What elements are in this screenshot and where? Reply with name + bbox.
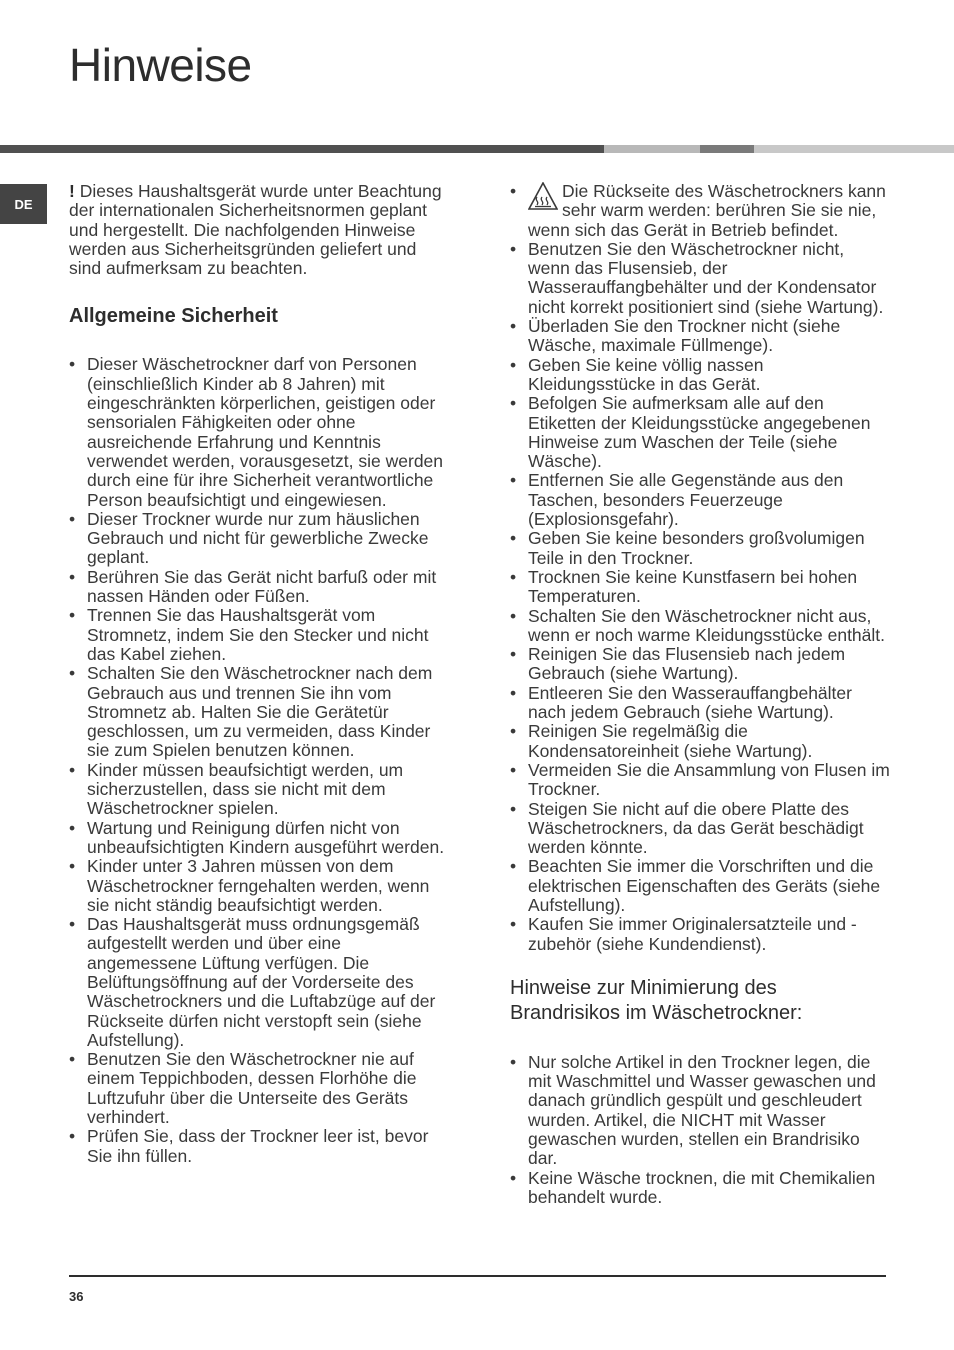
list-item: • Dieser Wäschetrockner darf von Personen (einschließlich Kinder ab 8 Jahren) mit eingeschränkten körperlichen, geistigen oder sensorialen Fähigkeiten oder ohne ausreichende Erfahrung und Kenntnis verwendet werden, vorausgesetzt, sie werden durch eine für ihre Sicherheit verantwortliche Person beaufsichtigt und eingewiesen.: [69, 355, 449, 509]
language-tab: DE: [0, 184, 47, 224]
list-item: • Kinder müssen beaufsichtigt werden, um sicherzustellen, dass sie nicht mit dem Wäschetrockner spielen.: [69, 761, 449, 819]
hot-surface-text: Die Rückseite des Wäschetrockners kann sehr warm werden: berühren Sie sie nie, wenn sich das Gerät in Betrieb befindet.: [528, 181, 886, 240]
section-heading-fire-risk: Hinweise zur Minimierung des Brandrisikos im Wäschetrockner:: [510, 976, 803, 1024]
header-bar: [0, 145, 604, 153]
list-item: • Reinigen Sie regelmäßig die Kondensatoreinheit (siehe Wartung).: [510, 722, 890, 761]
list-item: • Beachten Sie immer die Vorschriften und die elektrischen Eigenschaften des Geräts (siehe Aufstellung).: [510, 857, 890, 915]
list-item: • Kaufen Sie immer Originalersatzteile und -zubehör (siehe Kundendienst).: [510, 915, 890, 954]
page-number: 36: [69, 1289, 84, 1304]
list-item: • Wartung und Reinigung dürfen nicht von unbeaufsichtigten Kindern ausgeführt werden.: [69, 819, 449, 858]
list-item: • Entleeren Sie den Wasserauffangbehälter nach jedem Gebrauch (siehe Wartung).: [510, 684, 890, 723]
list-item: • Reinigen Sie das Flusensieb nach jedem Gebrauch (siehe Wartung).: [510, 645, 890, 684]
intro-text: Dieses Haushaltsgerät wurde unter Beachtung der internationalen Sicherheitsnormen geplant und hergestellt. Die nachfolgenden Hinweise werden aus Sicherheitsgründen geliefert und sind aufmerksam zu beachten.: [69, 181, 442, 279]
right-column: [510, 182, 890, 1207]
header-bar-segment: [754, 145, 954, 153]
list-item: • Schalten Sie den Wäschetrockner nicht aus, wenn er noch warme Kleidungsstücke enthält.: [510, 607, 890, 646]
intro-paragraph: [69, 182, 449, 278]
left-column: [69, 182, 449, 1166]
general-safety-list: [69, 355, 449, 1165]
list-item: • Nur solche Artikel in den Trockner legen, die mit Waschmittel und Wasser gewaschen und danach gründlich gespült und geschleudert wurden. Artikel, die NICHT mit Wasser gewaschen wurden, stellen ein Brandrisiko dar.: [510, 1053, 890, 1169]
list-item: • Trocknen Sie keine Kunstfasern bei hohen Temperaturen.: [510, 568, 890, 607]
page-title: Hinweise: [69, 39, 252, 91]
list-item: • Steigen Sie nicht auf die obere Platte des Wäschetrockners, da das Gerät beschädigt werden könnte.: [510, 800, 890, 858]
list-item: • Überladen Sie den Trockner nicht (siehe Wäsche, maximale Füllmenge).: [510, 317, 890, 356]
list-item: • Das Haushaltsgerät muss ordnungsgemäß aufgestellt werden und über eine angemessene Lüftung verfügen. Die Belüftungsöffnung auf der Vorderseite des Wäschetrockners und die Luftabzüge auf der Rückseite dürfen nicht verstopft sein (siehe Aufstellung).: [69, 915, 449, 1050]
list-item: • Befolgen Sie aufmerksam alle auf den Etiketten der Kleidungsstücke angegebenen Hinweise zum Waschen der Teile (siehe Wäsche).: [510, 394, 890, 471]
hot-surface-warning-icon: [528, 182, 558, 210]
warning-mark: !: [69, 181, 75, 201]
list-item-hot-surface: [510, 182, 890, 240]
list-item: • Schalten Sie den Wäschetrockner nach dem Gebrauch aus und trennen Sie ihn vom Stromnetz ab. Halten Sie die Gerätetür geschlossen, um zu vermeiden, dass Kinder sie zum Spielen benutzen können.: [69, 664, 449, 760]
section-heading-general-safety: Allgemeine Sicherheit: [69, 305, 278, 328]
list-item: • Berühren Sie das Gerät nicht barfuß oder mit nassen Händen oder Füßen.: [69, 568, 449, 607]
list-item: • Geben Sie keine besonders großvolumigen Teile in den Trockner.: [510, 529, 890, 568]
list-item: • Geben Sie keine völlig nassen Kleidungsstücke in das Gerät.: [510, 356, 890, 395]
footer-divider: [69, 1275, 886, 1277]
header-bar-segment: [700, 145, 754, 153]
right-safety-list: [510, 182, 890, 954]
list-item: • Benutzen Sie den Wäschetrockner nie auf einem Teppichboden, dessen Florhöhe die Luftzufuhr über die Unterseite des Geräts verhindert.: [69, 1050, 449, 1127]
fire-risk-list: [510, 1053, 890, 1207]
list-item: • Prüfen Sie, dass der Trockner leer ist, bevor Sie ihn füllen.: [69, 1127, 449, 1166]
list-item: • Vermeiden Sie die Ansammlung von Flusen im Trockner.: [510, 761, 890, 800]
list-item: • Benutzen Sie den Wäschetrockner nicht, wenn das Flusensieb, der Wasserauffangbehälter und der Kondensator nicht korrekt positioniert sind (siehe Wartung).: [510, 240, 890, 317]
list-item: • Entfernen Sie alle Gegenstände aus den Taschen, besonders Feuerzeuge (Explosionsgefahr).: [510, 471, 890, 529]
header-bar-segment: [604, 145, 700, 153]
list-item: • Kinder unter 3 Jahren müssen von dem Wäschetrockner ferngehalten werden, wenn sie nicht ständig beaufsichtigt werden.: [69, 857, 449, 915]
list-item: • Keine Wäsche trocknen, die mit Chemikalien behandelt wurde.: [510, 1169, 890, 1208]
list-item: • Dieser Trockner wurde nur zum häuslichen Gebrauch und nicht für gewerbliche Zwecke geplant.: [69, 510, 449, 568]
list-item: • Trennen Sie das Haushaltsgerät vom Stromnetz, indem Sie den Stecker und nicht das Kabel ziehen.: [69, 606, 449, 664]
